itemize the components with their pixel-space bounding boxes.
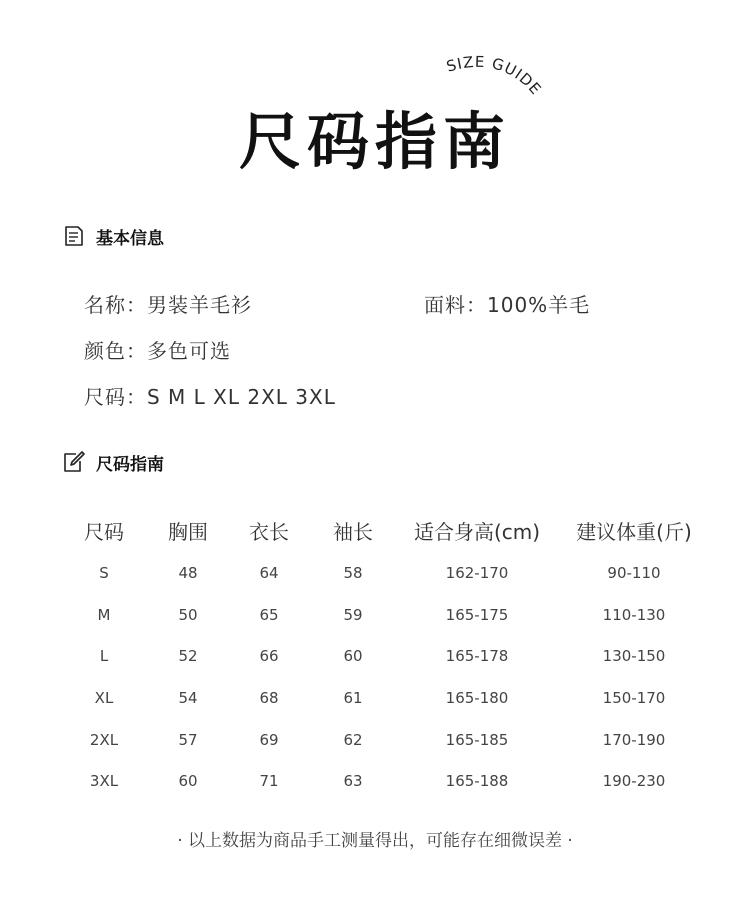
size-guide-heading: 尺码指南: [96, 454, 164, 475]
table-cell: S: [99, 563, 109, 582]
table-cell: 60: [178, 772, 198, 791]
size-value: S M L XL 2XL 3XL: [147, 385, 336, 409]
table-cell: 165-185: [445, 730, 509, 749]
table-cell: 162-170: [445, 563, 509, 582]
table-cell: 64: [259, 563, 279, 582]
table-cell: L: [99, 647, 109, 666]
color-label: 颜色：: [84, 339, 147, 363]
table-cell: XL: [94, 688, 114, 707]
table-cell: 48: [178, 563, 198, 582]
svg-text:SIZE GUIDE: [444, 53, 545, 99]
table-cell: 130-150: [602, 647, 666, 666]
table-cell: M: [97, 605, 111, 624]
name-value: 男装羊毛衫: [147, 293, 252, 317]
table-cell: 54: [178, 688, 198, 707]
table-cell: 3XL: [89, 772, 119, 791]
column-header: 尺码: [84, 519, 124, 544]
table-row: [62, 677, 712, 719]
table-cell: 66: [259, 647, 279, 666]
size-label: 尺码：: [84, 385, 147, 409]
edit-icon: [62, 450, 86, 474]
size-guide-arc-label: [440, 50, 560, 120]
color-value: 多色可选: [147, 339, 231, 363]
table-cell: 50: [178, 605, 198, 624]
table-cell: 60: [343, 647, 363, 666]
table-cell: 165-180: [445, 688, 509, 707]
basic-info-header: [62, 222, 164, 250]
name-label: 名称：: [84, 293, 147, 317]
table-cell: 59: [343, 605, 363, 624]
column-header: 建议体重(斤): [576, 519, 692, 544]
table-cell: 190-230: [602, 772, 666, 791]
document-icon: [62, 224, 86, 248]
table-cell: 71: [259, 772, 279, 791]
measurement-note: · 以上数据为商品手工测量得出，可能存在细微误差 ·: [177, 831, 573, 851]
table-cell: 110-130: [602, 605, 666, 624]
table-row: [62, 552, 712, 594]
table-row: [62, 719, 712, 761]
name-row: [84, 289, 252, 318]
column-header: 衣长: [249, 519, 289, 544]
table-cell: 2XL: [89, 730, 119, 749]
basic-info-heading: 基本信息: [96, 228, 164, 249]
table-cell: 63: [343, 772, 363, 791]
size-guide-header: [62, 448, 164, 476]
size-table: [62, 508, 712, 802]
table-cell: 150-170: [602, 688, 666, 707]
size-row: [84, 381, 336, 410]
fabric-row: [424, 289, 590, 318]
table-cell: 90-110: [607, 563, 661, 582]
table-cell: 52: [178, 647, 198, 666]
column-header: 袖长: [333, 519, 373, 544]
table-row: [62, 760, 712, 802]
table-cell: 65: [259, 605, 279, 624]
color-row: [84, 335, 231, 364]
table-header-row: [62, 508, 712, 552]
table-cell: 170-190: [602, 730, 666, 749]
size-guide-arc-text: SIZE GUIDE: [444, 52, 546, 99]
table-row: [62, 594, 712, 636]
column-header: 胸围: [168, 519, 208, 544]
table-cell: 165-175: [445, 605, 509, 624]
table-cell: 68: [259, 688, 279, 707]
table-cell: 62: [343, 730, 363, 749]
table-cell: 58: [343, 563, 363, 582]
fabric-label: 面料：: [424, 293, 487, 317]
page-title: 尺码指南: [238, 105, 511, 178]
table-cell: 61: [343, 688, 363, 707]
table-cell: 165-188: [445, 772, 509, 791]
column-header: 适合身高(cm): [413, 519, 541, 544]
table-cell: 165-178: [445, 647, 509, 666]
fabric-value: 100%羊毛: [487, 293, 591, 317]
table-row: [62, 635, 712, 677]
table-cell: 69: [259, 730, 279, 749]
table-cell: 57: [178, 730, 198, 749]
